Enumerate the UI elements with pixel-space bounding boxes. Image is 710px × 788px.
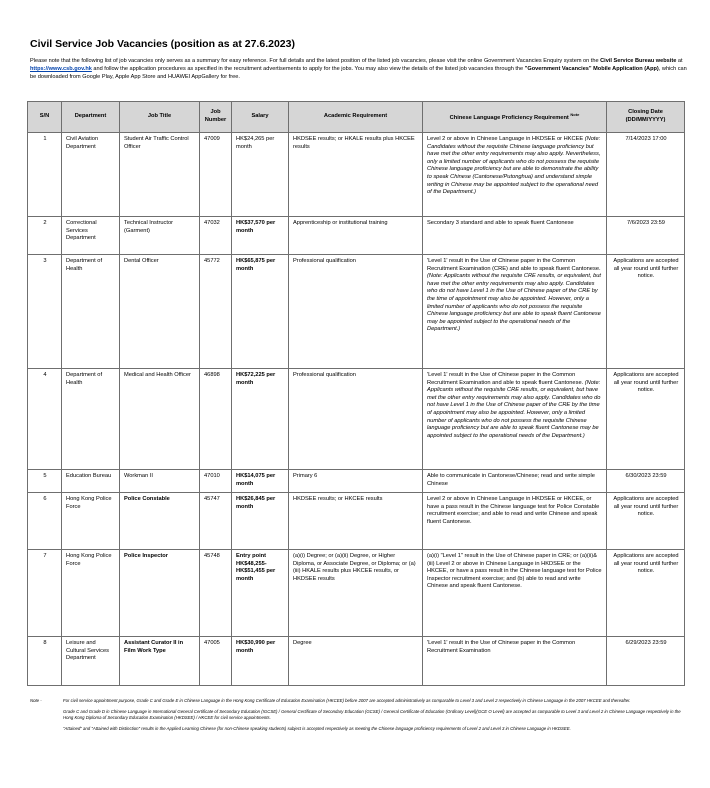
intro-text-2: at [676,58,683,64]
cell-job-number: 47032 [200,217,232,255]
header-job-title: Job Title [120,102,200,133]
cell-department: Department of Health [62,369,120,470]
cell-sn: 8 [28,637,62,686]
note-paragraph: Grade C and Grade D in Chinese Language in International General Certificate of Secondary Education (IGCSE) / General Certificate of Secondary Education (GCSE) / General Certificate of Education (Ordinary Level)(GCE O Level) are accepted as comparable to Level 3 and Level 2 in Chinese Language respectively in the Hong Kong Diploma of Secondary Education Examination (HKDSEE) / HKCEE for civil service appointments. [63,709,681,720]
cell-closing-date: Applications are accepted all year round until further notice. [607,550,685,637]
cell-academic: Primary 6 [289,470,423,493]
table-row [28,255,685,369]
table-row [28,369,685,470]
cell-closing-date: 6/29/2023 23:59 [607,637,685,686]
cell-salary: HK$30,990 per month [232,637,289,686]
chinese-requirement: Able to communicate in Cantonese/Chinese; read and write simple Chinese [427,473,595,487]
chinese-requirement: Level 2 or above in Chinese Language in HKDSEE or HKCEE, or have a pass result in the Chinese language test for Police Constable recruitment exercise; and able to read and write Chinese and speak fluent Cantonese. [427,496,600,525]
cell-closing-date: 6/30/2023 23:59 [607,470,685,493]
cell-sn: 2 [28,217,62,255]
cell-closing-date: 7/6/2023 23:59 [607,217,685,255]
cell-academic: Degree [289,637,423,686]
intro-text-1: Please note that the following list of job vacancies only serves as a summary for easy reference. For full details and the latest position of the listed job vacancies, please visit the online Government Vacancies Enquiry system on the [30,58,601,64]
cell-chinese [423,550,607,637]
cell-chinese [423,255,607,369]
cell-chinese [423,217,607,255]
cell-job-title: Technical Instructor (Garment) [120,217,200,255]
cell-department: Department of Health [62,255,120,369]
cell-salary: HK$72,225 per month [232,369,289,470]
header-academic: Academic Requirement [289,102,423,133]
cell-academic: Apprenticeship or institutional training [289,217,423,255]
cell-job-title: Police Constable [120,493,200,550]
cell-chinese [423,133,607,217]
cell-job-number: 47010 [200,470,232,493]
chinese-requirement: Secondary 3 standard and able to speak fluent Cantonese [427,220,574,226]
cell-department: Hong Kong Police Force [62,493,120,550]
footnotes [30,698,685,737]
note-paragraph: "Attained" and "Attained with Distinction" results in the Applied Learning Chinese (for non-Chinese speaking students) subject is accepted respectively as meeting the Chinese language proficiency requirements of Level 2 and Level 3 in Chinese Language in HKDSEE. [63,726,571,731]
chinese-requirement: Level 2 or above in Chinese Language in HKDSEE or HKCEE [427,136,585,142]
cell-chinese [423,493,607,550]
cell-salary: HK$26,845 per month [232,493,289,550]
intro-text-4: , which can be downloaded from Google Play, Apple App Store and HUAWEI AppGallery for free. [30,66,687,80]
intro-csb-label: Civil Service Bureau website [600,58,677,64]
cell-job-number: 45748 [200,550,232,637]
table-row [28,217,685,255]
header-chinese [423,102,607,133]
cell-job-title: Workman II [120,470,200,493]
cell-salary: HK$37,570 per month [232,217,289,255]
chinese-requirement: 'Level 1' result in the Use of Chinese paper in the Common Recruitment Examination [427,640,576,654]
cell-job-number: 47009 [200,133,232,217]
page-title: Civil Service Job Vacancies (position as at 27.6.2023) [30,38,295,50]
cell-sn: 4 [28,369,62,470]
table-header-row [28,102,685,133]
cell-closing-date: Applications are accepted all year round until further notice. [607,255,685,369]
cell-chinese [423,470,607,493]
chinese-note: (Note: Applicants without the requisite CRE results, or equivalent, but have met the other entry requirements may also apply. Candidates who do not have Level 1 in the Use of Chinese paper of the CRE by the time of appointment may also be appointed. However, only a limited number of applicants who do not possess the requisite Chinese language proficiency but are able to speak fluent Cantonese may be appointed subject to the operational needs of the Department.) [427,273,601,333]
cell-job-number: 45747 [200,493,232,550]
intro-app-name: "Government Vacancies" Mobile Application (App) [524,66,659,72]
cell-department: Leisure and Cultural Services Department [62,637,120,686]
cell-sn: 5 [28,470,62,493]
cell-sn: 1 [28,133,62,217]
intro-paragraph [30,57,690,81]
cell-academic: Professional qualification [289,255,423,369]
cell-job-title: Assistant Curator II in Film Work Type [120,637,200,686]
vacancies-table [27,101,685,686]
header-chinese-note: Note [570,112,580,118]
cell-department: Education Bureau [62,470,120,493]
cell-job-number: 47005 [200,637,232,686]
header-sn: S/N [28,102,62,133]
note-paragraph: For civil service appointment purpose, Grade C and Grade E in Chinese Language in the Hong Kong Certificate of Education Examination (HKCEE) before 2007 are accepted administratively as comparable to Level 3 and Level 2 respectively in Chinese Language in the 2007 HKCEE and thereafter. [63,698,631,703]
cell-department: Civil Aviation Department [62,133,120,217]
cell-salary: Entry point HK$48,255-HK$51,455 per month [232,550,289,637]
cell-job-number: 46898 [200,369,232,470]
table-row [28,637,685,686]
cell-sn: 3 [28,255,62,369]
cell-closing-date: Applications are accepted all year round until further notice. [607,369,685,470]
cell-academic: (a)(i) Degree; or (a)(ii) Degree, or Higher Diploma, or Associate Degree, or Diploma; or (a)(iii) HKALE results plus HKCEE results, or HKDSEE results [289,550,423,637]
cell-academic: HKDSEE results; or HKCEE results [289,493,423,550]
header-chinese-label: Chinese Language Proficiency Requirement [449,115,569,122]
header-salary: Salary [232,102,289,133]
cell-chinese [423,369,607,470]
header-closing-date: Closing Date (DD/MM/YYYY) [607,102,685,133]
csb-website-link[interactable]: https://www.csb.gov.hk [30,66,92,72]
cell-sn: 7 [28,550,62,637]
header-job-number: Job Number [200,102,232,133]
cell-job-title: Medical and Health Officer [120,369,200,470]
chinese-note: (Note: Candidates without the requisite Chinese language proficiency but have met the other entry requirements may also apply. Nevertheless, only a limited number of applicants who do not possess the requisite Chinese language proficiency but are able to demonstrate the ability to speak Chinese (Cantonese/Putonghua) and understand simple writing in Chinese may be appointed subject to the operational need of the Department.) [427,136,601,196]
cell-salary: HK$65,875 per month [232,255,289,369]
cell-job-title: Police Inspector [120,550,200,637]
cell-salary: HK$14,075 per month [232,470,289,493]
cell-academic: HKDSEE results; or HKALE results plus HKCEE results [289,133,423,217]
cell-sn: 6 [28,493,62,550]
cell-salary: HK$24,265 per month [232,133,289,217]
chinese-note: (Note: Applicants without the requisite CRE results, or equivalent, but have met the other entry requirements may also apply. Candidates who do not have Level 1 in the Use of Chinese paper of the CRE by the time of appointment may also be appointed. However, only a limited number of applicants who do not possess the requisite Chinese language proficiency but are able to speak fluent Cantonese may be appointed subject to the operational needs of the Department.) [427,379,601,439]
table-row [28,550,685,637]
chinese-requirement: 'Level 1' result in the Use of Chinese paper in the Common Recruitment Examination (CRE) and able to speak fluent Cantonese. [427,258,601,272]
cell-department: Correctional Services Department [62,217,120,255]
cell-department: Hong Kong Police Force [62,550,120,637]
cell-closing-date: 7/14/2023 17:00 [607,133,685,217]
chinese-requirement: (a)(i) "Level 1" result in the Use of Chinese paper in CRE; or (a)(ii)&(iii) Level 2 or above in Chinese Language in HKDSEE or the HKCEE, or have a pass result in the Chinese language test for Police Inspector recruitment exercise; and (b) able to read and write Chinese and speak fluent Cantonese. [427,553,602,590]
cell-job-title: Student Air Traffic Control Officer [120,133,200,217]
header-department: Department [62,102,120,133]
table-row [28,133,685,217]
intro-text-3: and follow the application procedures as specified in the recruitment advertisements to apply for the jobs. You may also view the details of the listed job vacancies through the [91,66,525,72]
cell-job-number: 45772 [200,255,232,369]
chinese-requirement: 'Level 1' result in the Use of Chinese paper in the Common Recruitment Examination and able to speak fluent Cantonese. [427,372,585,386]
note-label: Note - [30,698,42,703]
cell-closing-date: Applications are accepted all year round until further notice. [607,493,685,550]
cell-chinese [423,637,607,686]
table-row [28,470,685,493]
cell-job-title: Dental Officer [120,255,200,369]
table-row [28,493,685,550]
cell-academic: Professional qualification [289,369,423,470]
